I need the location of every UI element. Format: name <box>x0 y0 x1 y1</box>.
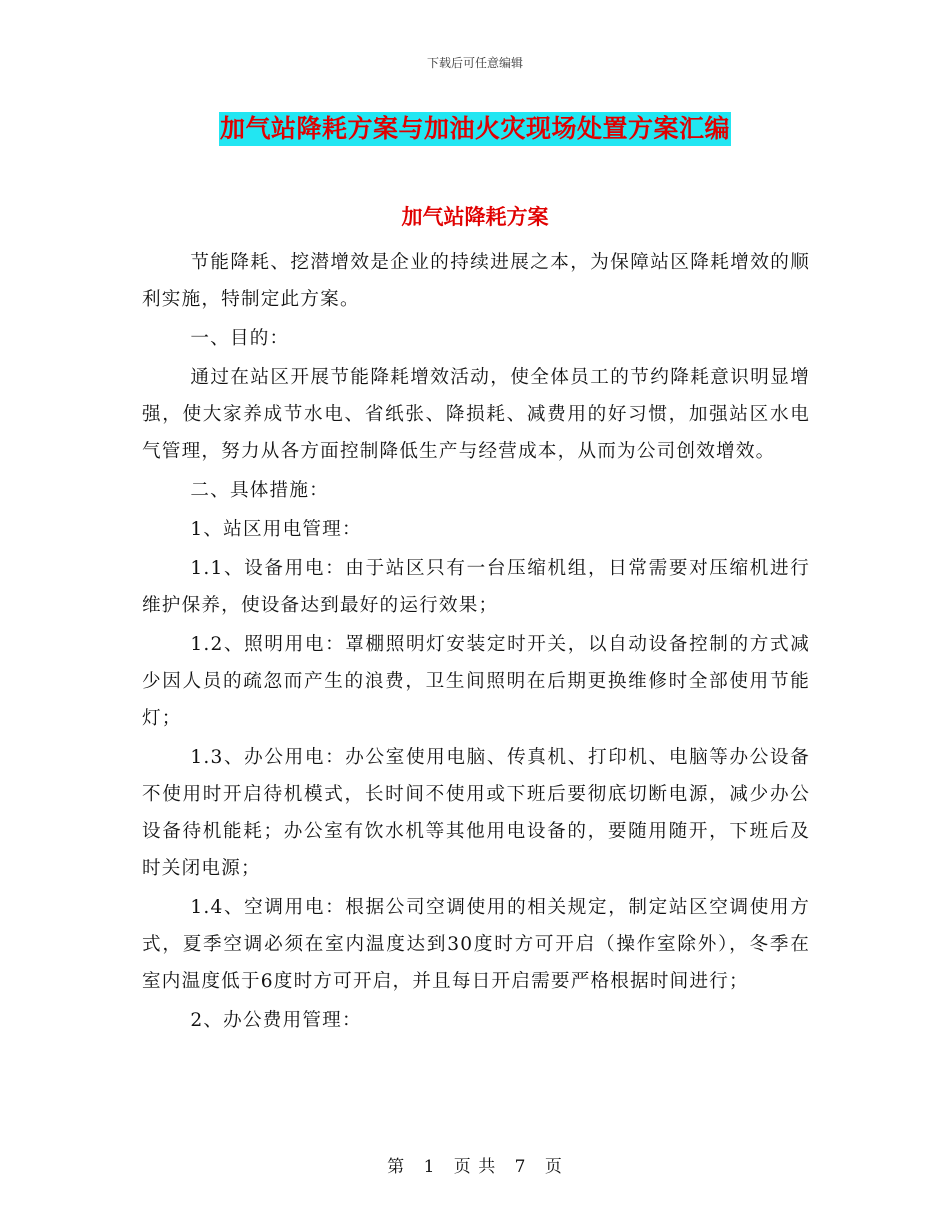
document-body <box>142 244 810 1039</box>
document-title-container <box>0 112 950 146</box>
paragraph-intro: 节能降耗、挖潜增效是企业的持续进展之本，为保障站区降耗增效的顺利实施，特制定此方案。 <box>142 252 810 310</box>
page-footer <box>0 1152 950 1177</box>
footer-prefix: 第 <box>387 1157 406 1177</box>
footer-middle: 页 共 <box>453 1157 497 1177</box>
section-title: 加气站降耗方案 <box>401 204 549 229</box>
paragraph-equipment-power: 1.1、设备用电：由于站区只有一台压缩机组，日常需要对压缩机进行维护保养，使设备达到最好的运行效果； <box>142 558 810 616</box>
paragraph-heading-measures: 二、具体措施： <box>190 480 329 501</box>
footer-page-number: 1 <box>423 1157 436 1177</box>
document-title: 加气站降耗方案与加油火灾现场处置方案汇编 <box>219 112 731 146</box>
footer-suffix: 页 <box>544 1157 563 1177</box>
header-note: 下载后可任意编辑 <box>426 56 523 70</box>
footer-total-pages: 7 <box>514 1157 527 1177</box>
paragraph-aircon-power: 1.4、空调用电：根据公司空调使用的相关规定，制定站区空调使用方式，夏季空调必须在室内温度达到30度时方可开启（操作室除外），冬季在室内温度低于6度时方可开启，并且每日开启需要严格根据时间进行； <box>142 897 810 992</box>
paragraph-electricity-heading: 1、站区用电管理： <box>190 519 362 540</box>
paragraph-office-power: 1.3、办公用电：办公室使用电脑、传真机、打印机、电脑等办公设备不使用时开启待机模式，长时间不使用或下班后要彻底切断电源，减少办公设备待机能耗；办公室有饮水机等其他用电设备的，要随用随开，下班后及时关闭电源； <box>142 747 810 879</box>
paragraph-purpose: 通过在站区开展节能降耗增效活动，使全体员工的节约降耗意识明显增强，使大家养成节水电、省纸张、降损耗、减费用的好习惯，加强站区水电气管理，努力从各方面控制降低生产与经营成本，从而为公司创效增效。 <box>142 367 810 462</box>
paragraph-lighting-power: 1.2、照明用电：罩棚照明灯安装定时开关，以自动设备控制的方式减少因人员的疏忽而产生的浪费，卫生间照明在后期更换维修时全部使用节能灯； <box>142 634 810 729</box>
paragraph-office-cost-heading: 2、办公费用管理： <box>190 1010 362 1031</box>
paragraph-heading-purpose: 一、目的： <box>190 328 290 349</box>
